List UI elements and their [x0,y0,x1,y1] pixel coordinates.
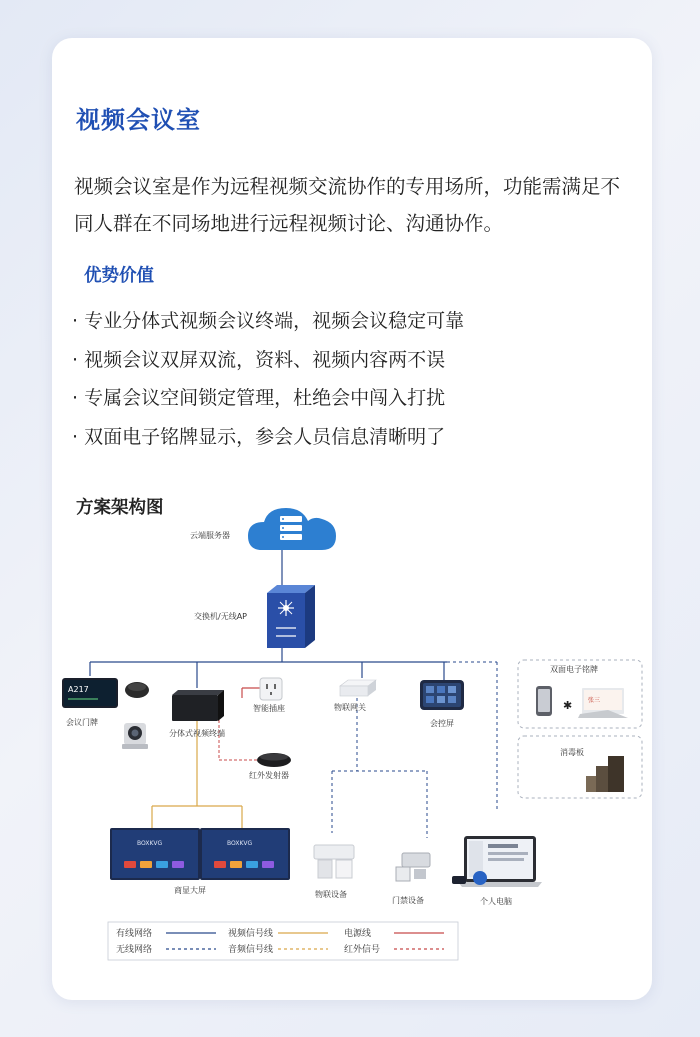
nameplate-label: 双面电子铭牌 [550,665,598,674]
bluetooth-icon: ✱ [563,699,573,712]
legend-label: 视频信号线 [228,929,274,939]
laptop-icon [458,836,542,887]
control-panel-icon [420,680,464,710]
architecture-heading: 方案架构图 [76,498,164,518]
nameplate-device-icon [578,688,628,718]
video-terminal-label: 分体式视频终端 [169,729,225,738]
door-sign-screen: A217 [68,685,89,694]
legend-label: 音频信号线 [228,945,274,955]
access-device-label: 门禁设备 [392,896,424,905]
smart-socket-icon [260,678,282,700]
disinfect-board-icon [586,756,624,792]
advantage-item: · 视频会议双屏双流，资料、视频内容两不误 [72,341,464,380]
screen-brand-right: BOXKVG [227,840,253,847]
legend-label: 电源线 [344,929,372,939]
intro-text: 视频会议室是作为远程视频交流协作的专用场所，功能需满足不同人群在不同场地进行远程视频讨论、沟通协作。 [74,175,621,235]
camera-icon [122,723,148,749]
access-device-icon [396,853,430,881]
iot-device-label: 物联设备 [315,890,347,899]
advantage-item: · 专属会议空间锁定管理，杜绝会中闯入打扰 [72,379,464,418]
big-screen-label: 商显大屏 [174,886,206,895]
iot-gateway-label: 物联网关 [334,703,366,712]
iot-device-icon [314,845,354,878]
video-terminal-icon [172,690,224,721]
control-panel-label: 会控屏 [430,719,454,728]
pc-label: 个人电脑 [480,897,512,906]
content-card [52,38,652,1000]
iot-gateway-icon [340,680,376,696]
smart-socket-label: 智能插座 [253,704,285,713]
ir-emitter-label: 红外发射器 [249,771,289,780]
legend-box [108,922,458,960]
legend-label: 有线网络 [116,929,153,939]
disinfect-label: 消毒板 [560,748,584,757]
cloud-server-label: 云端服务器 [190,531,230,540]
big-screen-right-icon [200,828,290,880]
phone-icon [536,686,552,716]
advantages-heading: 优势价值 [84,266,154,286]
screen-brand-left: BOXKVG [137,840,163,847]
advantage-item: · 双面电子铭牌显示，参会人员信息清晰明了 [72,418,464,457]
legend-label: 无线网络 [116,945,153,955]
door-sign-label: 会议门牌 [66,718,98,727]
ir-emitter-icon [257,753,291,767]
door-sign-icon [62,678,118,708]
advantage-item: · 专业分体式视频会议终端，视频会议稳定可靠 [72,302,464,341]
page-title: 视频会议室 [76,106,201,134]
switch-icon [267,585,315,648]
big-screen-left-icon [110,828,200,880]
architecture-diagram [52,38,652,1000]
cloud-server-icon [248,508,336,550]
switch-label: 交换机/无线AP [194,612,247,621]
legend-label: 红外信号 [344,945,381,955]
nameplate-screen: 张三 [588,697,601,704]
